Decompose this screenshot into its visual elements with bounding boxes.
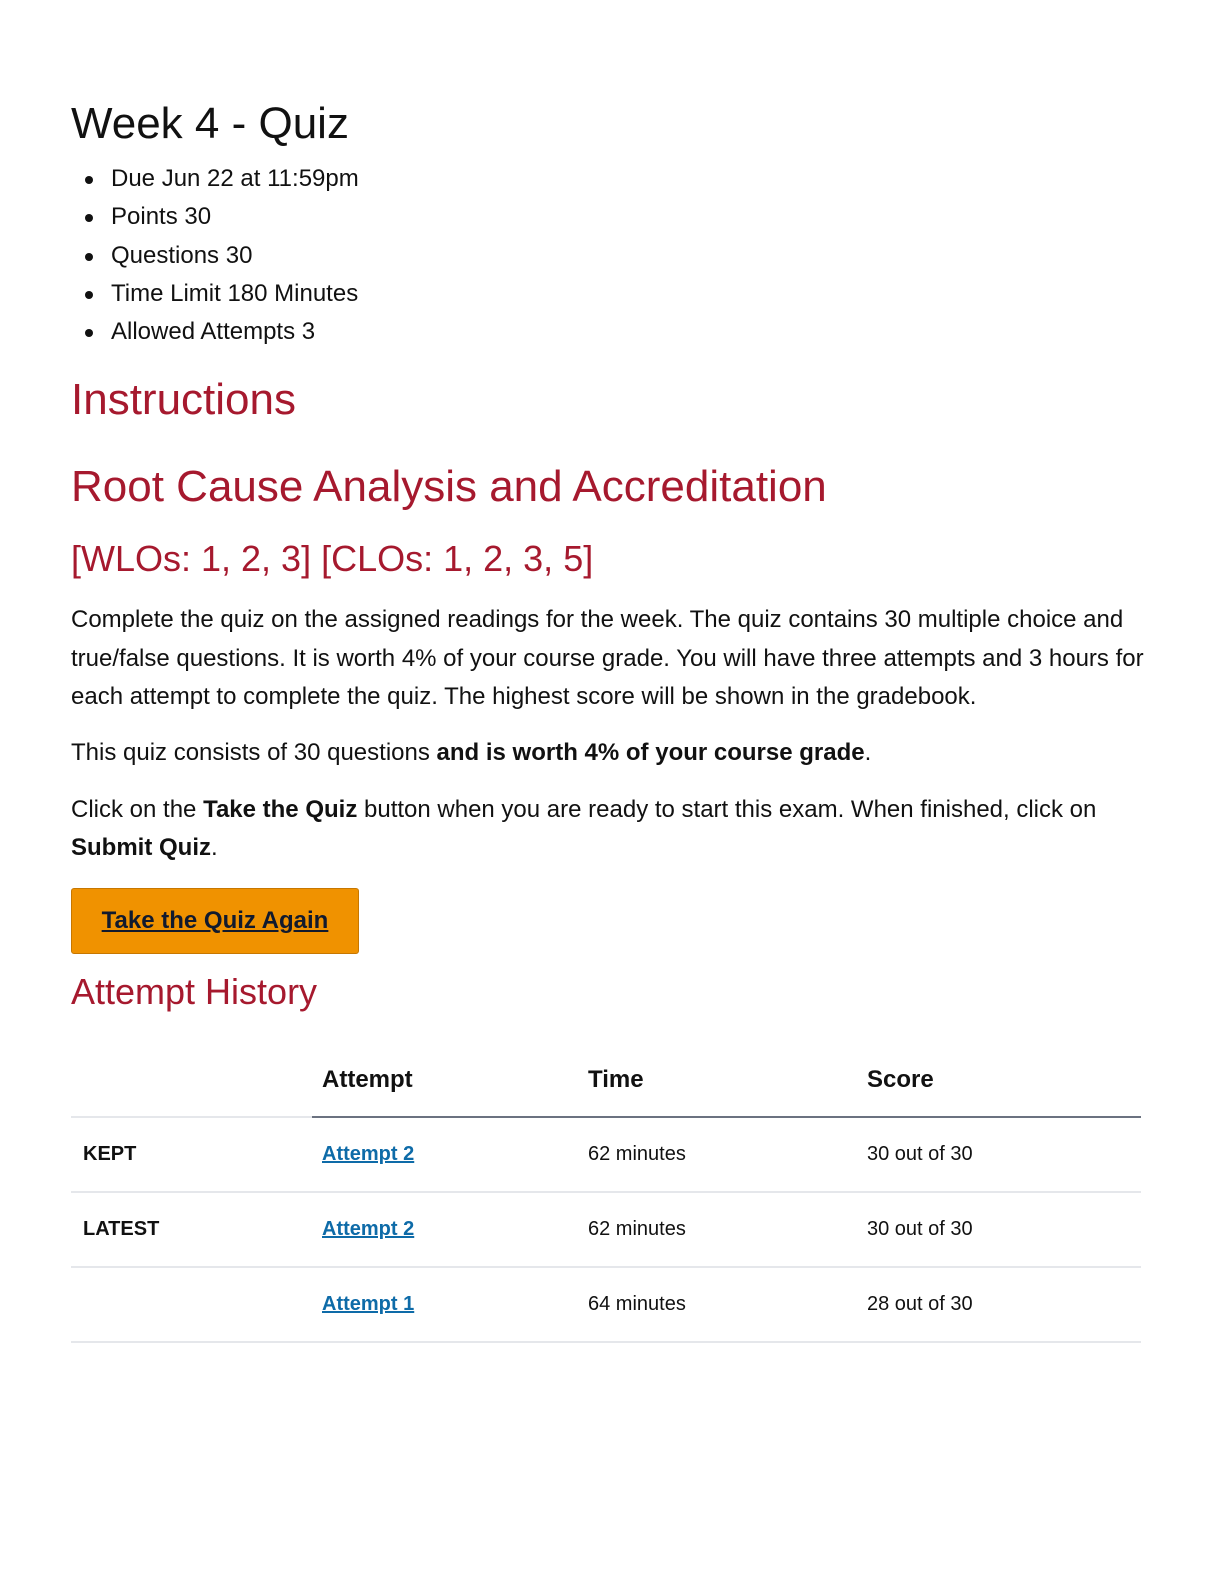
take-quiz-bold-text: Take the Quiz xyxy=(203,795,358,823)
row-status-label xyxy=(71,1267,312,1342)
attempt-link[interactable]: Attempt 1 xyxy=(322,1293,415,1316)
time-cell: 64 minutes xyxy=(588,1267,867,1342)
row-status-label: LATEST xyxy=(71,1192,312,1267)
click-text-1: Click on the xyxy=(71,795,204,823)
submit-quiz-bold-text: Submit Quiz xyxy=(71,833,211,861)
page-title: Week 4 - Quiz xyxy=(71,99,349,148)
table-row xyxy=(71,1117,1141,1192)
topic-heading: Root Cause Analysis and Accreditation xyxy=(71,462,827,512)
table-row xyxy=(71,1267,1141,1342)
attempt-cell xyxy=(312,1192,588,1267)
worth-paragraph xyxy=(71,734,1152,772)
table-row xyxy=(71,1192,1141,1267)
attempt-cell xyxy=(312,1117,588,1192)
click-text-2: button when you are ready to start this exam. When finished, click on xyxy=(357,795,1097,823)
attempt-link[interactable]: Attempt 2 xyxy=(322,1218,415,1241)
time-cell: 62 minutes xyxy=(588,1117,867,1192)
column-header-time: Time xyxy=(588,1044,867,1117)
score-cell: 30 out of 30 xyxy=(867,1117,1141,1192)
points-item: Points 30 xyxy=(71,198,1152,236)
objectives-heading: [WLOs: 1, 2, 3] [CLOs: 1, 2, 3, 5] xyxy=(71,538,594,580)
click-instructions-paragraph xyxy=(71,791,1152,868)
take-quiz-again-button[interactable]: Take the Quiz Again xyxy=(71,888,359,954)
column-header-score: Score xyxy=(867,1044,1141,1117)
score-cell: 30 out of 30 xyxy=(867,1192,1141,1267)
attempt-history-table xyxy=(71,1044,1141,1343)
row-status-label: KEPT xyxy=(71,1117,312,1192)
instructions-heading: Instructions xyxy=(71,375,296,425)
column-header-attempt: Attempt xyxy=(312,1044,588,1117)
allowed-attempts-item: Allowed Attempts 3 xyxy=(71,313,1152,351)
column-header-label xyxy=(71,1044,312,1117)
due-date-item: Due Jun 22 at 11:59pm xyxy=(71,160,1152,198)
questions-item: Questions 30 xyxy=(71,237,1152,275)
quiz-details-list xyxy=(71,160,1152,351)
worth-bold-text: and is worth 4% of your course grade xyxy=(436,739,865,767)
worth-text: This quiz consists of 30 questions xyxy=(71,739,437,767)
attempt-link[interactable]: Attempt 2 xyxy=(322,1143,415,1166)
instructions-paragraph: Complete the quiz on the assigned readings for the week. The quiz contains 30 multiple choice and true/false questions. It is worth 4% of your course grade. You will have three attempts and 3 hours for each attempt to complete the quiz. The highest score will be shown in the gradebook. xyxy=(71,606,1144,711)
table-header-row xyxy=(71,1044,1141,1117)
attempt-cell xyxy=(312,1267,588,1342)
score-cell: 28 out of 30 xyxy=(867,1267,1141,1342)
worth-suffix: . xyxy=(864,739,872,767)
time-limit-item: Time Limit 180 Minutes xyxy=(71,275,1152,313)
time-cell: 62 minutes xyxy=(588,1192,867,1267)
attempt-history-heading: Attempt History xyxy=(71,971,318,1013)
click-text-3: . xyxy=(211,833,218,861)
